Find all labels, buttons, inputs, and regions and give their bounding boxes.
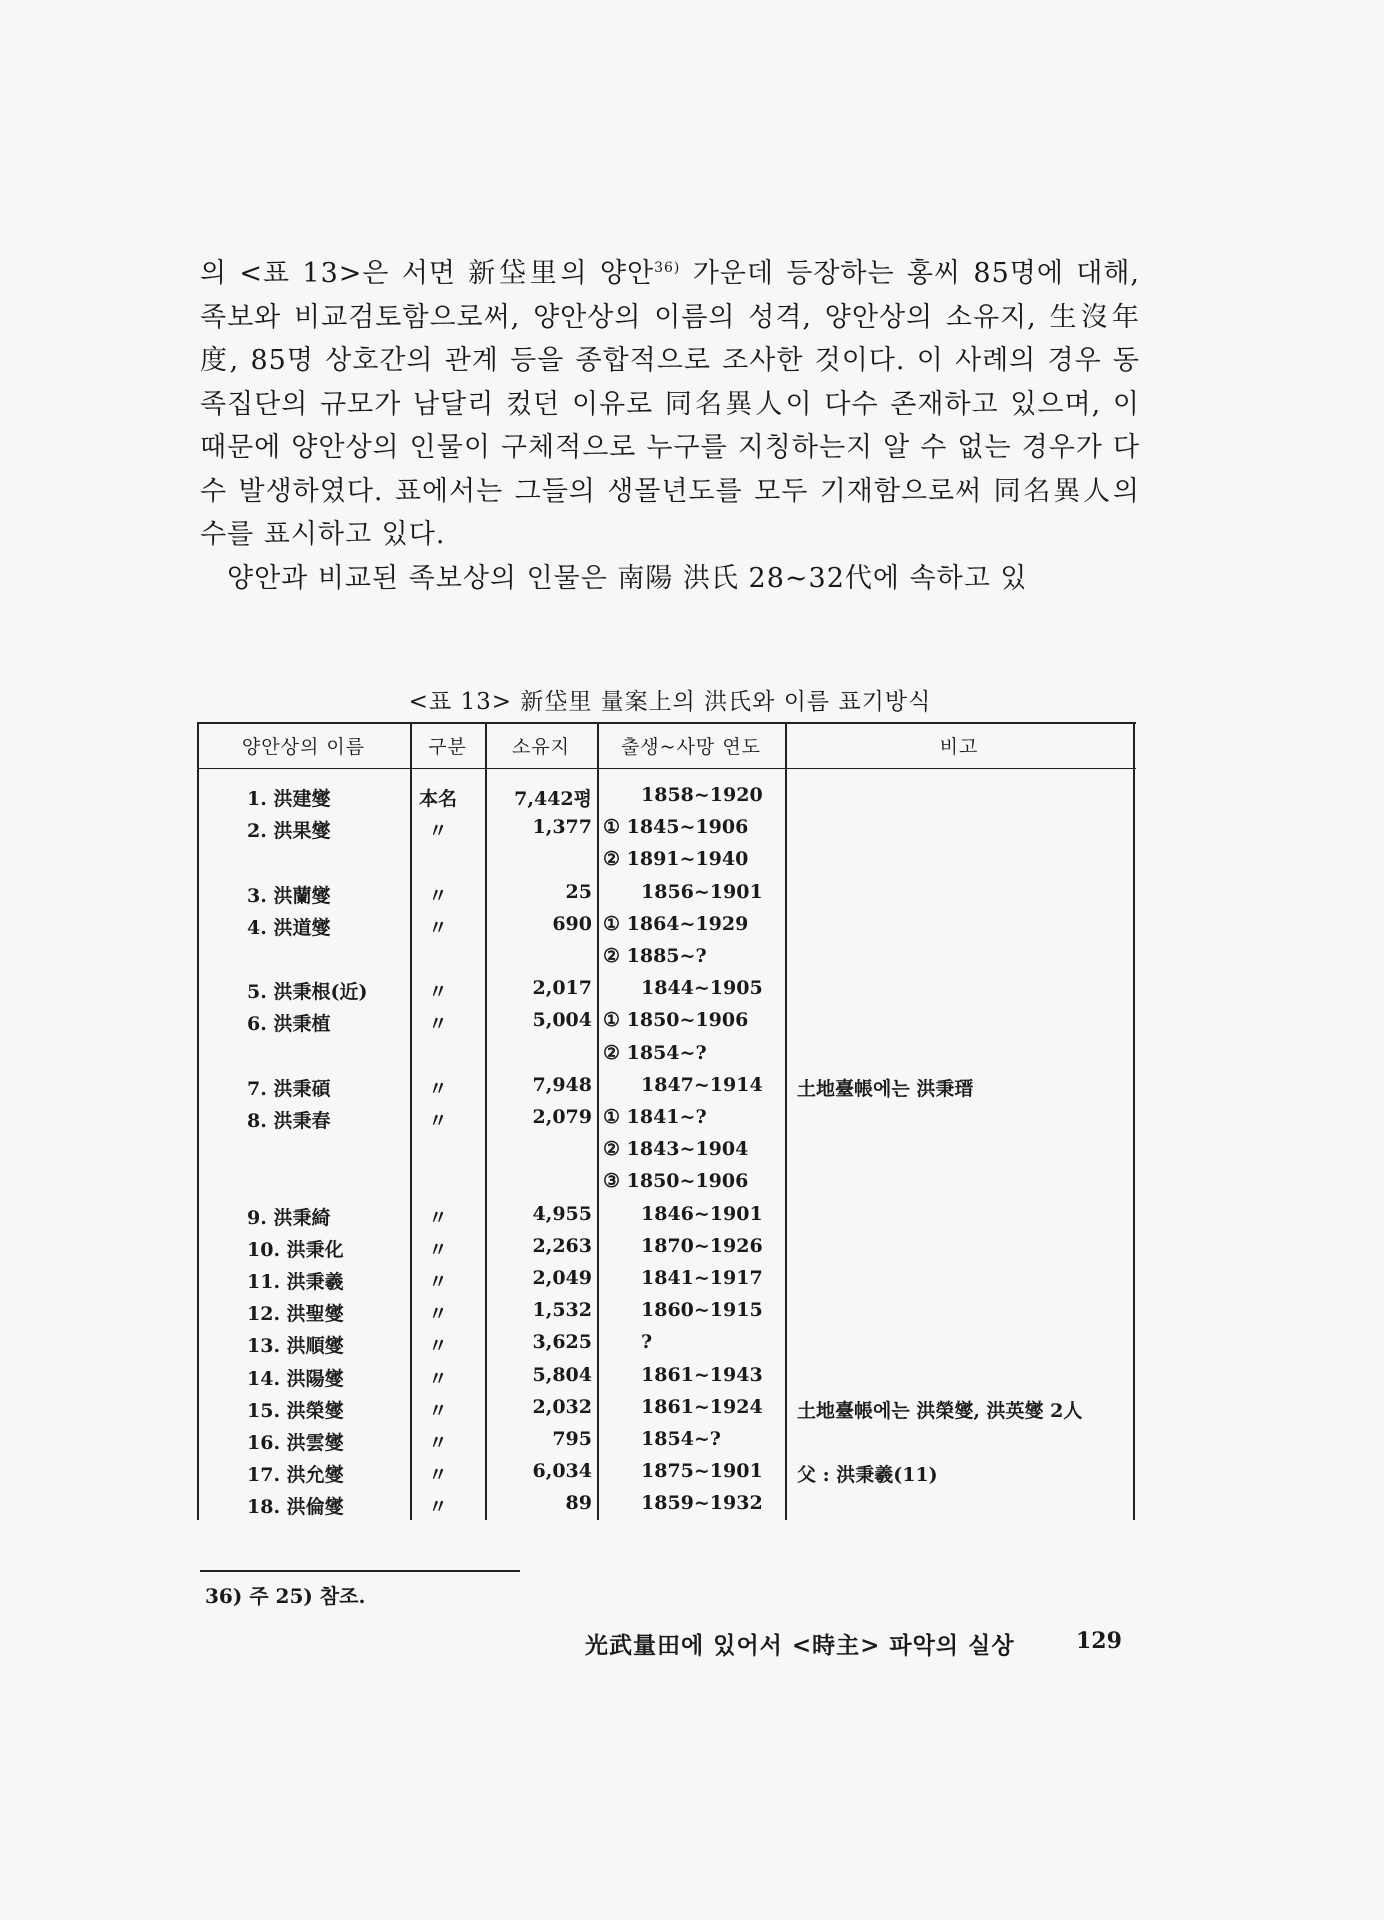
- table-row: [197, 1392, 1136, 1424]
- table-row: [197, 1488, 1136, 1520]
- cell-kind: 〃: [428, 981, 448, 1004]
- table-row: [197, 1456, 1136, 1488]
- running-footer: 光武量田에 있어서 <時主> 파악의 실상: [585, 1632, 1015, 1659]
- table-row: [197, 877, 1136, 909]
- cell-note: 土地臺帳에는 洪秉瑨: [797, 1077, 974, 1100]
- cell-kind: 〃: [428, 1271, 448, 1293]
- cell-name: 10. 洪秉化: [247, 1238, 344, 1261]
- cell-area: 4,955: [532, 1202, 592, 1225]
- cell-years: ② 1885~?: [603, 945, 707, 967]
- cell-area: 2,017: [532, 977, 592, 1000]
- cell-years: 1858~1920: [641, 784, 763, 806]
- footnote-ref-36: 36): [654, 260, 681, 276]
- cell-name: 17. 洪允燮: [247, 1464, 344, 1487]
- cell-years: 1847~1914: [641, 1073, 763, 1096]
- cell-area: 5,004: [532, 1009, 592, 1032]
- cell-years: ① 1850~1906: [603, 1009, 749, 1032]
- table-row: [197, 1134, 1136, 1166]
- cell-years: 1841~1917: [641, 1267, 763, 1289]
- cell-name: 12. 洪聖燮: [247, 1303, 344, 1326]
- cell-years: ① 1845~1906: [603, 816, 749, 839]
- cell-area: 690: [552, 912, 592, 935]
- data-table: [197, 722, 1136, 1520]
- cell-years: ③ 1850~1906: [603, 1170, 749, 1193]
- table-row: [197, 1424, 1136, 1456]
- page-number: 129: [1076, 1628, 1122, 1654]
- cell-kind: 〃: [428, 1464, 448, 1487]
- cell-name: 18. 洪倫燮: [247, 1496, 344, 1519]
- table-row: [197, 1231, 1136, 1263]
- cell-kind: 〃: [428, 820, 448, 843]
- cell-years: 1846~1901: [641, 1202, 763, 1225]
- table-row: [197, 1360, 1136, 1392]
- cell-years: 1854~?: [641, 1428, 721, 1450]
- cell-kind: 〃: [428, 1399, 448, 1422]
- cell-years: 1844~1905: [641, 977, 763, 1000]
- cell-name: 6. 洪秉植: [247, 1013, 331, 1036]
- cell-area: 1,377: [532, 816, 592, 839]
- cell-kind: 〃: [428, 1335, 448, 1358]
- cell-years: ② 1843~1904: [603, 1138, 749, 1161]
- cell-kind: 〃: [428, 1496, 448, 1519]
- table-row: [197, 780, 1136, 812]
- table-row: [197, 1070, 1136, 1102]
- table-row: [197, 973, 1136, 1005]
- cell-years: ?: [641, 1331, 653, 1354]
- cell-years: 1875~1901: [641, 1460, 763, 1483]
- table-row: [197, 1263, 1136, 1295]
- cell-area: 6,034: [532, 1460, 592, 1483]
- cell-name: 7. 洪秉碩: [247, 1077, 331, 1100]
- cell-name: 9. 洪秉綺: [247, 1206, 331, 1229]
- cell-area: 795: [552, 1428, 592, 1450]
- cell-name: 15. 洪榮燮: [247, 1399, 344, 1422]
- cell-kind: 〃: [428, 1077, 448, 1100]
- cell-kind: 〃: [428, 1206, 448, 1229]
- table-row: [197, 909, 1136, 941]
- paragraph-2: 양안과 비교된 족보상의 인물은 南陽 洪氏 28~32代에 속하고 있: [227, 562, 1028, 594]
- paragraph-1-part-b: 가운데 등장하는 홍씨 85명에 대해, 족보와 비교검토함으로써, 양안상의 이름의 성격, 양안상의 소유지, 生沒年度, 85명 상호간의 관계 등을 종합적으로 조사한 것이다. 이 사례의 경우 동족집단의 규모가 남달리 컸던 이유로 同名異人이 다수 존재하고 있으며, 이 때문에 양안상의 인물이 구체적으로 누구를 지칭하는지 알 수 없는 경우가 다수 발생하였다. 표에서는 그들의 생몰년도를 모두 기재함으로써 同名異人의 수를 표시하고 있다.: [200, 258, 1140, 550]
- table-row: [197, 1038, 1136, 1070]
- paragraph-1: [200, 252, 1140, 557]
- table-row: [197, 1102, 1136, 1134]
- cell-years: ① 1841~?: [603, 1106, 707, 1128]
- cell-kind: 〃: [428, 916, 448, 939]
- cell-name: 4. 洪道燮: [247, 916, 331, 939]
- cell-name: 1. 洪建燮: [247, 788, 331, 810]
- cell-kind: 〃: [428, 1238, 448, 1261]
- footnote: 36) 주 25) 참조.: [205, 1584, 366, 1608]
- header-years: 출생~사망 연도: [620, 736, 762, 758]
- cell-name: 3. 洪蘭燮: [247, 884, 331, 907]
- cell-years: ② 1891~1940: [603, 848, 749, 871]
- cell-years: ② 1854~?: [603, 1041, 707, 1064]
- cell-kind: 本名: [418, 788, 457, 810]
- table-row: [197, 1005, 1136, 1037]
- cell-name: 13. 洪順燮: [247, 1335, 344, 1358]
- table-row: [197, 1327, 1136, 1359]
- cell-years: 1856~1901: [641, 880, 763, 903]
- cell-area: 3,625: [532, 1331, 592, 1354]
- table-row: [197, 1199, 1136, 1231]
- cell-area: 2,032: [532, 1395, 592, 1418]
- cell-name: 5. 洪秉根(近): [247, 981, 368, 1004]
- cell-years: 1859~1932: [641, 1492, 763, 1515]
- cell-name: 8. 洪秉春: [247, 1110, 331, 1132]
- table-row: [197, 844, 1136, 876]
- table-row: [197, 1295, 1136, 1327]
- cell-kind: 〃: [428, 1432, 448, 1454]
- cell-area: 7,442평: [514, 788, 592, 810]
- cell-kind: 〃: [428, 1303, 448, 1326]
- cell-years: 1861~1943: [641, 1363, 763, 1386]
- cell-area: 7,948: [532, 1073, 592, 1096]
- table-header-rule: [197, 768, 1136, 769]
- cell-area: 5,804: [532, 1363, 592, 1386]
- cell-area: 2,263: [532, 1234, 592, 1257]
- cell-years: 1870~1926: [641, 1234, 763, 1257]
- header-kind: 구분: [428, 736, 467, 758]
- cell-area: 2,079: [532, 1106, 592, 1128]
- body-text: [200, 252, 1140, 600]
- footnote-rule: [200, 1570, 520, 1572]
- cell-name: 16. 洪雲燮: [247, 1432, 344, 1454]
- cell-kind: 〃: [428, 1110, 448, 1132]
- cell-area: 2,049: [532, 1267, 592, 1289]
- header-note: 비고: [939, 736, 979, 758]
- cell-name: 11. 洪秉羲: [247, 1271, 344, 1293]
- cell-kind: 〃: [428, 884, 448, 907]
- cell-name: 14. 洪陽燮: [247, 1367, 344, 1390]
- cell-note: 父 : 洪秉羲(11): [797, 1464, 938, 1487]
- header-name: 양안상의 이름: [241, 736, 366, 758]
- cell-years: 1860~1915: [641, 1299, 763, 1322]
- table-top-rule: [197, 722, 1136, 724]
- header-area: 소유지: [511, 736, 571, 758]
- paragraph-1-part-a: 의 <표 13>은 서면 新垈里의 양안: [200, 258, 655, 289]
- cell-area: 1,532: [532, 1299, 592, 1322]
- cell-area: 25: [565, 880, 592, 903]
- table-caption: <표 13> 新垈里 量案上의 洪氏와 이름 표기방식: [408, 689, 932, 715]
- table-row: [197, 1166, 1136, 1198]
- cell-kind: 〃: [428, 1367, 448, 1390]
- table-row: [197, 812, 1136, 844]
- cell-note: 土地臺帳에는 洪榮燮, 洪英燮 2人: [797, 1399, 1083, 1422]
- cell-kind: 〃: [428, 1013, 448, 1036]
- cell-years: 1861~1924: [641, 1395, 763, 1418]
- cell-years: ① 1864~1929: [603, 912, 749, 935]
- cell-area: 89: [565, 1492, 592, 1515]
- cell-name: 2. 洪果燮: [247, 820, 331, 843]
- table-row: [197, 941, 1136, 973]
